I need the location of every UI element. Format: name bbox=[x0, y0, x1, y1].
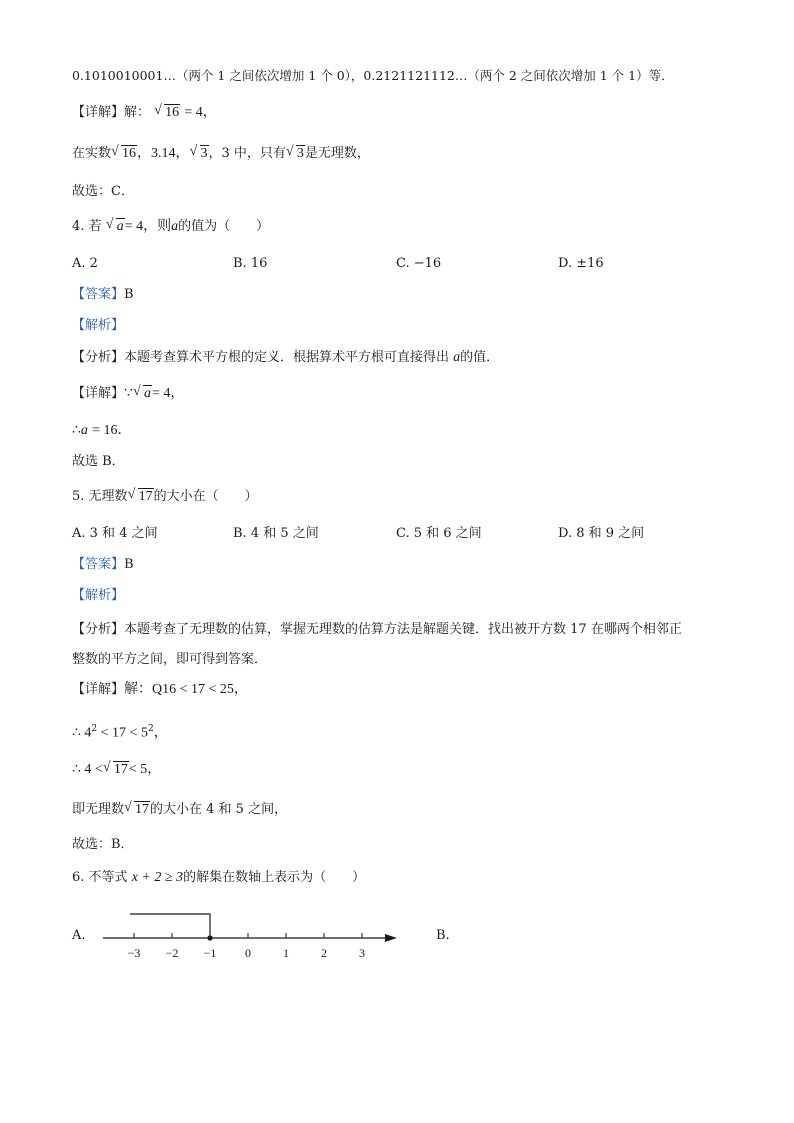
q4-therefore: ∴a = 16． bbox=[72, 423, 132, 438]
q4-option-b: B. 16 bbox=[233, 256, 268, 271]
boundary-point bbox=[207, 935, 212, 940]
axis-tick-label: −2 bbox=[165, 946, 179, 960]
q6-option-b-label: B. bbox=[436, 928, 450, 943]
choose-line-q3: 故选：C． bbox=[72, 184, 134, 199]
q4-option-d: D. ±16 bbox=[558, 256, 604, 271]
q5-fenxi-2: 整数的平方之间，即可得到答案． bbox=[72, 652, 268, 667]
q5-fenxi-1: 【分析】本题考查了无理数的估算，掌握无理数的估算方法是解题关键．找出被开方数 17 在哪两个相邻正 bbox=[72, 622, 682, 637]
q4-analysis-tag: 【解析】 bbox=[72, 318, 125, 333]
sqrt-expression: √ 3 bbox=[191, 144, 209, 164]
q5-option-a: A. 3 和 4 之间 bbox=[72, 526, 158, 541]
sqrt-expression: √ 16 bbox=[155, 103, 180, 123]
q6-option-a-label: A. bbox=[72, 928, 86, 943]
sqrt-expression: √ 16 bbox=[112, 144, 137, 164]
axis-tick-label: 3 bbox=[359, 946, 365, 960]
q4-option-c: C. −16 bbox=[396, 256, 442, 271]
sqrt-expression: √ a bbox=[107, 217, 125, 237]
sqrt-expression: √ 17 bbox=[129, 487, 154, 507]
q5-conclusion: 即无理数√ 17的大小在 4 和 5 之间， bbox=[72, 800, 287, 820]
q5-option-b: B. 4 和 5 之间 bbox=[233, 526, 319, 541]
q5-choose: 故选：B． bbox=[72, 837, 134, 852]
detail-tag: 【详解】 bbox=[72, 105, 125, 120]
q4-answer: 【答案】B bbox=[72, 287, 134, 302]
axis-tick-label: −3 bbox=[127, 946, 141, 960]
q5-bounds: ∴ 4 <√ 17< 5， bbox=[72, 760, 161, 780]
q5-option-c: C. 5 和 6 之间 bbox=[396, 526, 482, 541]
sqrt-expression: √ 17 bbox=[125, 800, 150, 820]
q4-detail: 【详解】∵√ a= 4， bbox=[72, 384, 184, 404]
sqrt-expression: √ a bbox=[134, 384, 152, 404]
sqrt-expression: √ 17 bbox=[104, 760, 129, 780]
q4-fenxi: 【分析】本题考查算术平方根的定义．根据算术平方根可直接得出 a的值． bbox=[72, 350, 500, 365]
axis-tick-label: −1 bbox=[203, 946, 217, 960]
detail-line-q3: 【详解】解： √ 16 = 4， bbox=[72, 103, 217, 123]
q4-option-a: A. 2 bbox=[72, 256, 98, 271]
q5-squares: ∴ $4^2 < 17 < 5^2$， bbox=[72, 724, 168, 741]
question-6-stem: 6. 不等式 x + 2 ≥ 3的解集在数轴上表示为（ ） bbox=[72, 870, 366, 885]
question-4-stem: 4. 若 √ a= 4，则a的值为（ ） bbox=[72, 217, 269, 237]
axis-arrow bbox=[385, 934, 397, 942]
q5-detail: 【详解】解：Q16 < 17 < 25， bbox=[72, 682, 248, 697]
q5-analysis-tag: 【解析】 bbox=[72, 588, 125, 603]
axis-tick-label: 0 bbox=[245, 946, 251, 960]
q5-option-d: D. 8 和 9 之间 bbox=[558, 526, 645, 541]
real-numbers-line: 在实数√ 16，3.14，√ 3，3 中，只有√ 3是无理数， bbox=[72, 144, 370, 164]
number-line-diagram bbox=[95, 905, 405, 970]
q5-answer: 【答案】B bbox=[72, 557, 134, 572]
sqrt-expression: √ 3 bbox=[287, 144, 305, 164]
q4-choose: 故选 B． bbox=[72, 454, 125, 469]
solution-bracket bbox=[130, 914, 210, 938]
axis-tick-label: 2 bbox=[321, 946, 327, 960]
question-5-stem: 5. 无理数√ 17的大小在（ ） bbox=[72, 487, 258, 507]
intro-line: 0.1010010001…（两个 1 之间依次增加 1 个 0），0.2121121112…（两个 2 之间依次增加 1 个 1）等． bbox=[72, 68, 674, 83]
axis-tick-label: 1 bbox=[283, 946, 289, 960]
